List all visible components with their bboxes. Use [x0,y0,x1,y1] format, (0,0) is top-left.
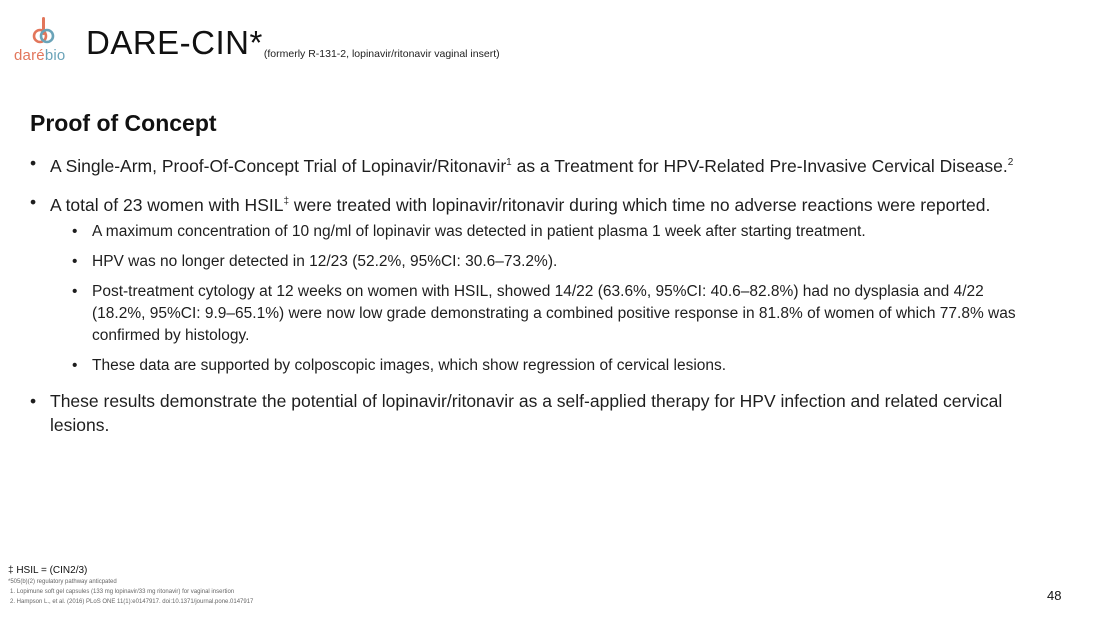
footnote-reference: 2. Hampson L., et al. (2016) PLoS ONE 11(1):e0147917. doi:10.1371/journal.pone.0147917 [10,599,254,605]
bullet-text: were treated with lopinavir/ritonavir during which time no adverse reactions were reported. [289,194,991,215]
sub-bullet-list [30,221,1040,377]
footnote-regulatory-pathway: *505(b)(2) regulatory pathway anticpated [8,579,117,585]
footnote-reference: 1. Lopimune soft gel capsules (133 mg lopinavir/33 mg ritonavir) for vaginal insertion [10,589,235,595]
bullet-text: A Single-Arm, Proof-Of-Concept Trial of Lopinavir/Ritonavir [50,155,507,176]
slide-title-subtitle: (formerly R-131-2, lopinavir/ritonavir vaginal insert) [263,48,500,60]
darebio-logo-icon [32,16,56,46]
slide-title [86,24,500,62]
sub-bullet-item: • HPV was no longer detected in 12/23 (52.2%, 95%CI: 30.6–73.2%). [30,251,1040,273]
bullet-item: • These results demonstrate the potential of lopinavir/ritonavir as a self-applied therapy for HPV infection and related cervical lesions. [30,389,1040,437]
darebio-logo [14,16,74,68]
bullet-text: A total of 23 women with HSIL [50,194,284,215]
bullet-list [30,151,1040,449]
section-heading: Proof of Concept [30,110,217,136]
bullet-item [30,151,1040,178]
logo-wordmark-dare: daré [14,47,45,64]
footnote-hsil-definition: ‡ HSIL = (CIN2/3) [8,565,88,576]
bullet-item [30,190,1040,217]
logo-wordmark [14,47,65,64]
sub-bullet-item: • Post-treatment cytology at 12 weeks on women with HSIL, showed 14/22 (63.6%, 95%CI: 40.6–82.8%) had no dysplasia and 4/22 (18.2%, 95%CI: 9.9–65.1%) were now low grade demonstrating a combined positive response in 81.8% of women of which 77.8% was confirmed by histology. [30,281,1040,347]
page-number: 48 [1047,588,1062,603]
sub-bullet-item: • These data are supported by colposcopic images, which show regression of cervical lesions. [30,355,1040,377]
footnote-marker: 2 [1007,157,1014,168]
logo-wordmark-bio: bio [44,47,66,64]
footnote-marker: ‡ [283,195,290,207]
sub-bullet-item: • A maximum concentration of 10 ng/ml of lopinavir was detected in patient plasma 1 week after starting treatment. [30,221,1040,243]
slide-title-main: DARE-CIN* [86,24,263,61]
footnote-marker: 1 [506,157,512,168]
bullet-text: as a Treatment for HPV-Related Pre-Invasive Cervical Disease. [511,155,1008,176]
